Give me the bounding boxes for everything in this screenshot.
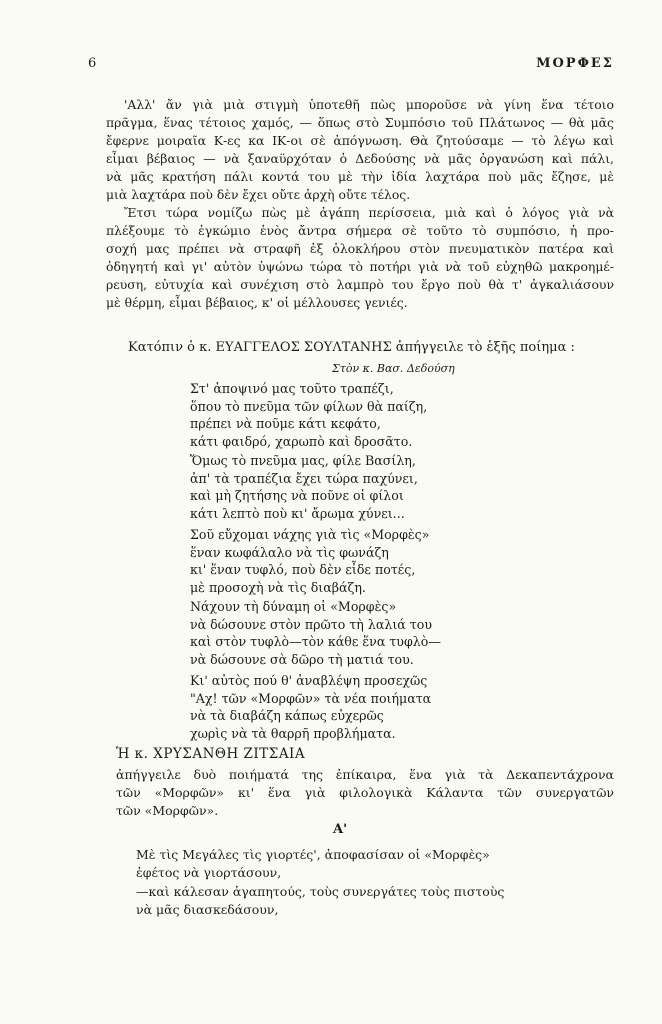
text-line: νὰ τὰ διαβάζη κάπως εὐχερῶς xyxy=(190,708,384,723)
text-line: νὰ μᾶς κρατήση πάλι κοντά του μὲ τὴν ἰδία λαχτάρα ποὺ μᾶς ἔζησε, μὲ xyxy=(106,168,614,184)
text-line: Κι' αὐτὸς πού θ' ἀναβλέψη προσεχῶς xyxy=(190,673,428,688)
text-line: πρέπει νὰ ποῦμε κάτι κεφάτο, xyxy=(190,416,381,431)
text-line: μιὰ λαχτάρα ποὺ δὲν ἔχει οὔτε ἀρχὴ οὔτε τέλος. xyxy=(106,186,411,202)
text-line: "Αχ! τῶν «Μορφῶν» τὰ νέα ποιήματα xyxy=(190,690,432,706)
poem-stanza xyxy=(190,380,427,450)
text-line: Σοῦ εὔχομαι νάχης γιὰ τὶς «Μορφὲς» xyxy=(190,527,430,542)
text-line: μὲ προσοχὴ νὰ τὶς διαβάζη. xyxy=(190,579,366,595)
poem-stanza xyxy=(190,672,431,742)
text-line: χωρὶς νὰ τὰ θαρρῆ προβλήματα. xyxy=(190,725,396,741)
page-number: 6 xyxy=(88,56,97,71)
text-line: τῶν «Μορφῶν». xyxy=(116,803,219,818)
text-line: ὅπου τὸ πνεῦμα τῶν φίλων θὰ παίζη, xyxy=(190,398,428,414)
text-line: Στ' ἀποψινό μας τοῦτο τραπέζι, xyxy=(190,381,394,396)
text-line: πλέξουμε τὸ ἐγκώμιο ἑνὸς ἄντρα σήμερα σὲ τοῦτο τὸ συμπόσιο, ἡ προ- xyxy=(106,222,614,238)
text-line: τῶν «Μορφῶν» κι' ἕνα γιὰ φιλολογικὰ Κάλαντα τῶν συνεργατῶν xyxy=(116,785,614,800)
text-line: Νάχουν τὴ δύναμη οἱ «Μορφὲς» xyxy=(190,599,397,614)
text-line: ἀπ' τὰ τραπέζια ἔχει τώρα παχύνει, xyxy=(190,470,418,486)
text-line: κάτι φαιδρό, χαρωπὸ καὶ δροσᾶτο. xyxy=(190,433,413,449)
text-line: —καὶ κάλεσαν ἀγαπητούς, τοὺς συνεργάτες τοὺς πιστοὺς xyxy=(136,883,505,899)
text-line: πρᾶγμα, ἕνας τέτοιος χαμός, — ὅπως στὸ Συμπόσιο τοῦ Πλάτωνος — θὰ μᾶς xyxy=(106,114,614,130)
text-line: ρευση, εὐτυχία καὶ συνέχιση στὸ λαμπρὸ του ἔργο ποὺ θὰ τ' ἀγκαλιάσουν xyxy=(106,276,614,292)
paragraph-1 xyxy=(106,96,614,203)
poem-number: Α' xyxy=(333,822,348,837)
section-paragraph xyxy=(116,766,614,820)
text-line: ἕναν κωφάλαλο νὰ τὶς φωνάζη xyxy=(190,544,389,560)
text-line: ὁδηγητή καὶ γι' αὐτὸν ὑψώνω τώρα τὸ ποτήρι γιὰ νὰ τοῦ εὐχηθῶ μακροημέ- xyxy=(106,258,614,274)
poem-stanza xyxy=(190,452,418,522)
text-line: νὰ δώσουνε σὰ δῶρο τὴ ματιά του. xyxy=(190,651,414,667)
text-line: νὰ μᾶς διασκεδάσουν, xyxy=(136,902,279,918)
text-line: Ὅμως τὸ πνεῦμα μας, φίλε Βασίλη, xyxy=(190,453,416,468)
text-line: καὶ μὴ ζητήσης νὰ ποῦνε οἱ φίλοι xyxy=(190,488,404,503)
text-line: καὶ στὸν τυφλὸ—τὸν κάθε ἕνα τυφλὸ— xyxy=(190,634,441,649)
text-line: σοχή μας πρέπει νὰ στραφῆ ἐξ ὁλοκλήρου στὸν πνευματικὸν πατέρα καὶ xyxy=(106,240,614,256)
text-line: 'Αλλ' ἄν γιὰ μιὰ στιγμὴ ὑποτεθῆ πὼς μποροῦσε νὰ γίνη ἕνα τέτοιο xyxy=(124,97,614,112)
text-line: μὲ θέρμη, εἶμαι βέβαιος, κ' οἱ μέλλουσες γενιές. xyxy=(106,294,408,310)
running-title: ΜΟΡΦΕΣ xyxy=(536,56,614,71)
second-poem xyxy=(136,846,504,920)
poem-stanza xyxy=(190,598,441,668)
text-line: ἔφερνε μοιραῖα Κ-ες κα ΙΚ-οι σὲ ἀπόγνωση. Θὰ ζητούσαμε — τὸ λέγω καὶ xyxy=(106,132,614,148)
text-line: εἶμαι βέβαιος — νὰ ξαναϋρχόταν ὁ Δεδούσης νὰ μᾶς ὀργανώση καὶ πάλι, xyxy=(106,150,614,166)
text-line: ἐφέτος νὰ γιορτάσουν, xyxy=(136,865,282,881)
poem-dedication: Στὸν κ. Βασ. Δεδούση xyxy=(332,362,455,375)
section-heading: Ἡ κ. ΧΡΥΣΑΝΘΗ ΖΙΤΣΑΙΑ xyxy=(116,746,306,762)
text-line: Ἔτσι τώρα νομίζω πὼς μὲ ἀγάπη περίσσεια, μιὰ καὶ ὁ λόγος γιὰ νὰ xyxy=(124,205,614,220)
recital-intro: Κατόπιν ὁ κ. ΕΥΑΓΓΕΛΟΣ ΣΟΥΛΤΑΝΗΣ ἀπήγγειλε τὸ ἑξῆς ποίημα : xyxy=(128,340,575,355)
text-line: κάτι λεπτὸ ποὺ κι' ἄρωμα χύνει... xyxy=(190,505,405,521)
text-line: κι' ἕναν τυφλό, ποὺ δὲν εἶδε ποτές, xyxy=(190,562,416,577)
text-line: ἀπήγγειλε δυὸ ποιήματά της ἐπίκαιρα, ἕνα γιὰ τὰ Δεκαπεντάχρονα xyxy=(116,767,614,782)
paragraph-2 xyxy=(106,204,614,311)
poem-stanza xyxy=(190,526,429,596)
text-line: νὰ δώσουνε στὸν πρῶτο τὴ λαλιά του xyxy=(190,616,432,632)
page-header xyxy=(88,56,614,76)
text-line: Μὲ τὶς Μεγάλες τὶς γιορτές', ἀποφασίσαν οἱ «Μορφὲς» xyxy=(136,847,490,862)
